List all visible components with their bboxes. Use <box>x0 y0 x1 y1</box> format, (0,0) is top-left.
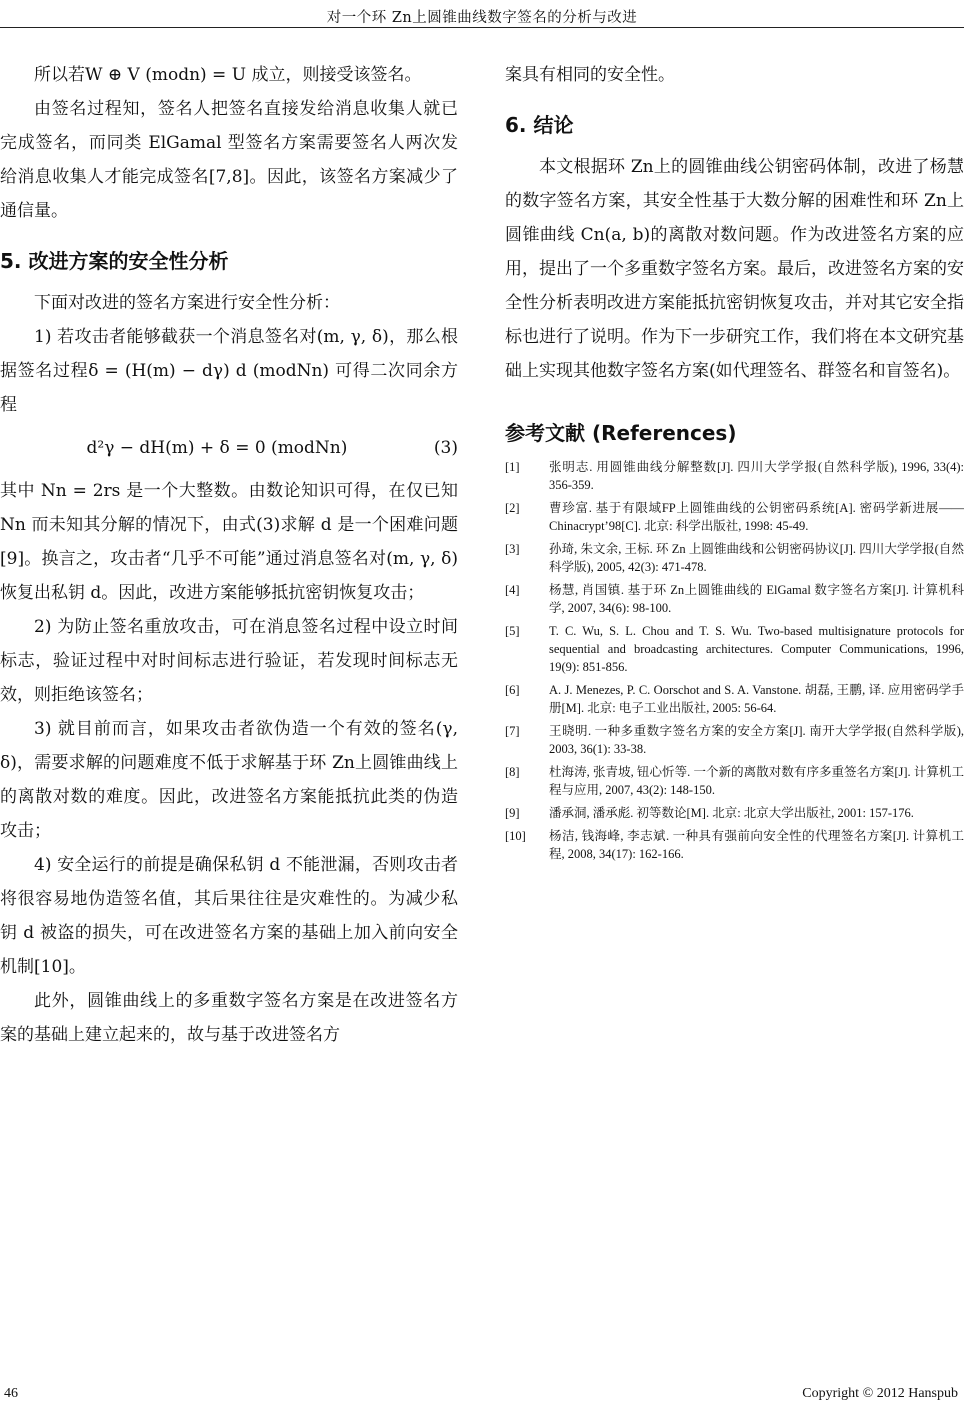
paragraph-item-4: 4) 安全运行的前提是确保私钥 d 不能泄漏，否则攻击者将很容易地伪造签名值，其后果往往是灾难性的。为减少私钥 d 被盗的损失，可在改进签名方案的基础上加入前向安全机制[10]。 <box>0 855 458 977</box>
references-heading: 参考文献 (References) <box>505 421 737 445</box>
reference-number: [10] <box>505 829 526 843</box>
paragraph-multisignature: 此外，圆锥曲线上的多重数字签名方案是在改进签名方案的基础上建立起来的，故与基于改进签名方 <box>0 991 458 1045</box>
reference-item <box>505 681 964 717</box>
paragraph-item-1-cont: 其中 Nn = 2rs 是一个大整数。由数论知识可得，在仅已知 Nn 而未知其分解的情况下，由式(3)求解 d 是一个困难问题[9]。换言之，攻击者“几乎不可能”通过消息签名对(m, γ, δ)恢复出私钥 d。因此，改进方案能够抵抗密钥恢复攻击； <box>0 481 458 603</box>
reference-text: 杨洁, 钱海峰, 李志斌. 一种具有强前向安全性的代理签名方案[J]. 计算机工程, 2008, 34(17): 162-166. <box>549 829 964 861</box>
paragraph-continued: 案具有相同的安全性。 <box>505 65 675 85</box>
reference-item <box>505 804 964 822</box>
references-list <box>505 458 964 863</box>
reference-item <box>505 458 964 494</box>
reference-item <box>505 827 964 863</box>
reference-number: [7] <box>505 724 520 738</box>
reference-number: [2] <box>505 501 520 515</box>
equation-number: (3) <box>433 438 458 458</box>
reference-item <box>505 540 964 576</box>
running-header: 对一个环 Zn上圆锥曲线数字签名的分析与改进 <box>326 10 638 26</box>
reference-text: 杜海涛, 张青坡, 钮心忻等. 一个新的离散对数有序多重签名方案[J]. 计算机工程与应用, 2007, 43(2): 148-150. <box>549 765 964 797</box>
reference-text: 王晓明. 一种多重数字签名方案的安全方案[J]. 南开大学学报(自然科学版), 2003, 36(1): 33-38. <box>549 724 964 756</box>
reference-item <box>505 763 964 799</box>
reference-text: 孙琦, 朱文余, 王标. 环 Zn 上圆锥曲线和公钥密码协议[J]. 四川大学学报(自然科学版), 2005, 42(3): 471-478. <box>549 542 964 574</box>
reference-item <box>505 581 964 617</box>
paragraph-conclusion: 本文根据环 Zn上的圆锥曲线公钥密码体制，改进了杨慧的数字签名方案，其安全性基于大数分解的困难性和环 Zn上圆锥曲线 Cn(a, b)的离散对数问题。作为改进签名方案的应用，提出了一个多重数字签名方案。最后，改进签名方案的安全性分析表明改进方案能抵抗密钥恢复攻击，并对其它安全指标也进行了说明。作为下一步研究工作，我们将在本文研究基础上实现其他数字签名方案(如代理签名、群签名和盲签名)。 <box>505 157 964 381</box>
reference-item <box>505 499 964 535</box>
section-6-heading: 6. 结论 <box>505 113 574 137</box>
reference-text: 杨慧, 肖国镇. 基于环 Zn上圆锥曲线的 ElGamal 数字签名方案[J]. 计算机科学, 2007, 34(6): 98-100. <box>549 583 964 615</box>
paragraph-item-3: 3) 就目前而言，如果攻击者欲伪造一个有效的签名(γ, δ)，需要求解的问题难度不低于求解基于环 Zn上圆锥曲线上的离散对数的难度。因此，改进签名方案能抵抗此类的伪造攻击； <box>0 719 458 841</box>
paragraph-communication: 由签名过程知，签名人把签名直接发给消息收集人就已完成签名，而同类 ElGamal 型签名方案需要签名人两次发给消息收集人才能完成签名[7,8]。因此，该签名方案减少了通信量。 <box>0 99 458 221</box>
reference-item <box>505 722 964 758</box>
copyright-notice: Copyright © 2012 Hanspub <box>802 1386 958 1401</box>
reference-number: [8] <box>505 765 520 779</box>
reference-number: [4] <box>505 583 520 597</box>
equation-3 <box>0 426 458 470</box>
reference-text: 曹珍富. 基于有限域FP上圆锥曲线的公钥密码系统[A]. 密码学新进展——Chinacrypt’98[C]. 北京: 科学出版社, 1998: 45-49. <box>549 501 964 533</box>
paragraph-accept-condition: 所以若W ⊕ V (modn) = U 成立，则接受该签名。 <box>34 65 422 85</box>
reference-text: A. J. Menezes, P. C. Oorschot and S. A. Vanstone. 胡磊, 王鹏, 译. 应用密码学手册[M]. 北京: 电子工业出版社, 2005: 56-64. <box>549 683 964 715</box>
section-5-heading: 5. 改进方案的安全性分析 <box>0 249 229 273</box>
reference-text: 潘承洞, 潘承彪. 初等数论[M]. 北京: 北京大学出版社, 2001: 157-176. <box>549 806 914 820</box>
reference-number: [9] <box>505 806 520 820</box>
paragraph-item-2: 2) 为防止签名重放攻击，可在消息签名过程中设立时间标志，验证过程中对时间标志进行验证，若发现时间标志无效，则拒绝该签名； <box>0 617 458 705</box>
page-number: 46 <box>4 1386 18 1401</box>
right-column <box>505 58 964 868</box>
reference-number: [5] <box>505 624 520 638</box>
reference-text: T. C. Wu, S. L. Chou and T. S. Wu. Two-based multisignature protocols for sequential and broadcasting architectures. Computer Communications, 1996, 19(9): 851-856. <box>549 624 964 674</box>
equation-body: d²γ − dH(m) + δ = 0 (modNn) <box>86 438 348 458</box>
left-column <box>0 58 458 1052</box>
paragraph-security-intro: 下面对改进的签名方案进行安全性分析： <box>34 293 340 313</box>
reference-text: 张明志. 用圆锥曲线分解整数[J]. 四川大学学报(自然科学版), 1996, 33(4): 356-359. <box>549 460 964 492</box>
reference-number: [6] <box>505 683 520 697</box>
reference-number: [1] <box>505 460 520 474</box>
header-rule <box>0 27 964 28</box>
reference-item <box>505 622 964 676</box>
paragraph-item-1: 1) 若攻击者能够截获一个消息签名对(m, γ, δ)，那么根据签名过程δ = (H(m) − dγ) d (modNn) 可得二次同余方程 <box>0 327 458 415</box>
reference-number: [3] <box>505 542 520 556</box>
